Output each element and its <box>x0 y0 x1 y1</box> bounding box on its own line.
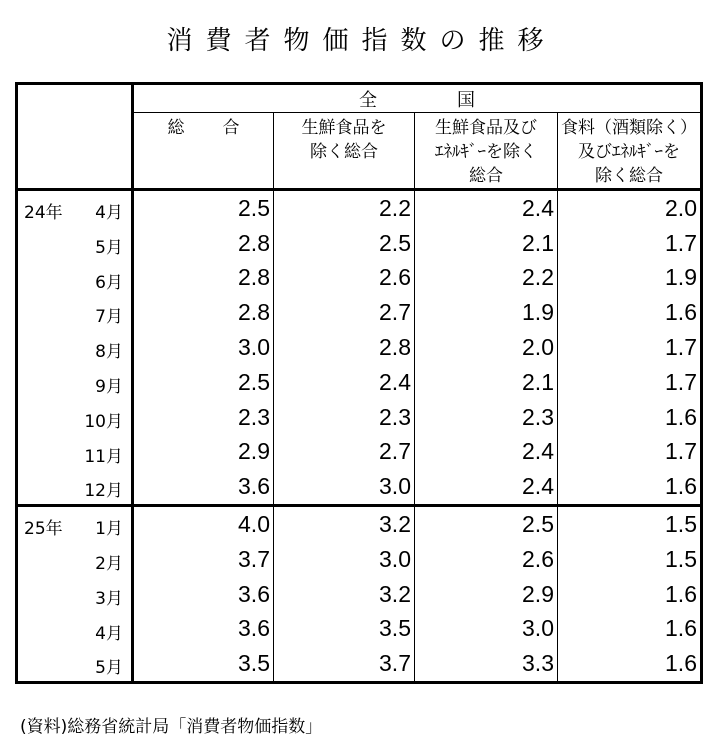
value-cell: 3.5 <box>274 612 415 647</box>
value-cell: 4.0 <box>238 511 270 538</box>
value-cell: 3.0 <box>274 469 415 505</box>
value-cell: 2.2 <box>415 261 558 296</box>
value-cell: 1.6 <box>558 295 702 330</box>
value-cell: 2.8 <box>274 330 415 365</box>
value-cell: 2.7 <box>274 435 415 470</box>
value-cell: 3.2 <box>274 506 415 542</box>
source-note: (資料)総務省統計局「消費者物価指数」 <box>20 717 323 737</box>
column-header-sogo <box>133 113 274 190</box>
corner-cell <box>17 84 133 190</box>
value-cell: 2.8 <box>238 229 270 256</box>
value-cell: 2.4 <box>415 190 558 226</box>
group-header-zenkoku <box>133 84 702 113</box>
column-header-core-core <box>415 113 558 190</box>
table-row <box>17 190 702 226</box>
row-month: 2月 <box>95 553 123 574</box>
value-cell: 1.5 <box>558 542 702 577</box>
value-cell: 2.4 <box>415 469 558 505</box>
value-cell: 2.6 <box>274 261 415 296</box>
table-row <box>17 646 702 682</box>
row-label <box>17 469 133 505</box>
value-cell: 3.5 <box>133 646 274 682</box>
value-cell: 1.6 <box>558 612 702 647</box>
row-month: 3月 <box>95 588 123 609</box>
value-cell: 2.4 <box>274 365 415 400</box>
value-cell: 3.0 <box>238 334 270 361</box>
value-cell: 2.5 <box>274 226 415 261</box>
row-label <box>17 365 133 400</box>
row-month: 11月 <box>84 446 123 467</box>
row-label <box>17 542 133 577</box>
row-month: 7月 <box>95 307 123 328</box>
value-cell: 3.6 <box>133 469 274 505</box>
row-month: 5月 <box>95 237 123 258</box>
column-header-line: 生鮮食品を <box>301 118 387 138</box>
table-row <box>17 330 702 365</box>
column-header-line: 及びｴﾈﾙｷﾞｰを <box>578 142 680 162</box>
row-month: 10月 <box>84 411 123 432</box>
value-cell: 3.0 <box>415 612 558 647</box>
value-cell: 2.8 <box>238 299 270 326</box>
column-header-line: 総 <box>167 118 185 138</box>
row-month: 4月 <box>95 203 123 223</box>
row-label <box>17 400 133 435</box>
value-cell: 1.6 <box>558 469 702 505</box>
value-cell: 2.2 <box>274 190 415 226</box>
row-label <box>17 261 133 296</box>
value-cell: 3.7 <box>238 545 270 572</box>
value-cell: 1.7 <box>558 365 702 400</box>
value-cell: 2.3 <box>274 400 415 435</box>
column-header-line: 除く総合 <box>595 166 663 186</box>
value-cell: 2.5 <box>415 506 558 542</box>
value-cell: 1.9 <box>415 295 558 330</box>
table-row <box>17 612 702 647</box>
column-header-line: 生鮮食品及び <box>435 118 537 138</box>
value-cell: 2.8 <box>238 264 270 291</box>
row-label <box>17 295 133 330</box>
row-label <box>17 506 133 542</box>
group-header-part: 全 <box>359 89 377 111</box>
value-cell: 1.7 <box>558 330 702 365</box>
value-cell: 3.7 <box>274 646 415 682</box>
row-month: 8月 <box>95 342 123 363</box>
column-header-line: 食料（酒類除く） <box>561 118 697 138</box>
value-cell: 1.5 <box>558 506 702 542</box>
table-row <box>17 400 702 435</box>
table-row <box>17 542 702 577</box>
value-cell: 3.2 <box>274 577 415 612</box>
row-month: 12月 <box>84 481 123 502</box>
column-header-core <box>274 113 415 190</box>
value-cell: 1.6 <box>558 646 702 682</box>
cpi-table <box>15 82 703 684</box>
table-row <box>17 506 702 542</box>
row-month: 5月 <box>95 658 123 679</box>
column-header-line: ｴﾈﾙｷﾞｰを除く <box>435 142 537 162</box>
value-cell: 2.3 <box>415 400 558 435</box>
value-cell: 1.9 <box>558 261 702 296</box>
value-cell: 2.1 <box>415 365 558 400</box>
value-cell: 1.6 <box>558 400 702 435</box>
row-year: 25年 <box>24 519 63 540</box>
value-cell: 2.4 <box>415 435 558 470</box>
value-cell: 1.7 <box>558 226 702 261</box>
value-cell: 3.6 <box>238 615 270 642</box>
value-cell: 2.1 <box>415 226 558 261</box>
page-title: 消費者物価指数の推移 <box>166 26 557 56</box>
value-cell: 3.0 <box>274 542 415 577</box>
table-row <box>17 577 702 612</box>
value-cell: 2.3 <box>238 403 270 430</box>
table-row <box>17 435 702 470</box>
row-year: 24年 <box>24 203 63 223</box>
row-month: 4月 <box>95 623 123 644</box>
table-row <box>17 365 702 400</box>
row-month: 1月 <box>95 519 123 540</box>
group-header-part: 国 <box>457 89 475 111</box>
row-label <box>17 190 133 226</box>
table-row <box>17 261 702 296</box>
row-label <box>17 330 133 365</box>
row-label <box>17 646 133 682</box>
value-cell: 3.6 <box>238 580 270 607</box>
value-cell: 3.3 <box>415 646 558 682</box>
table-row <box>17 469 702 505</box>
row-label <box>17 435 133 470</box>
value-cell: 1.7 <box>558 435 702 470</box>
value-cell: 2.9 <box>415 577 558 612</box>
value-cell: 2.9 <box>238 438 270 465</box>
value-cell: 2.0 <box>558 190 702 226</box>
value-cell: 2.6 <box>415 542 558 577</box>
row-label <box>17 226 133 261</box>
column-header-line: 総合 <box>469 166 503 186</box>
value-cell: 2.0 <box>415 330 558 365</box>
column-header-line: 除く総合 <box>310 142 378 162</box>
value-cell: 1.6 <box>558 577 702 612</box>
value-cell: 2.5 <box>238 368 270 395</box>
table-row <box>17 226 702 261</box>
table-row <box>17 295 702 330</box>
column-header-line: 合 <box>222 118 240 138</box>
value-cell: 2.7 <box>274 295 415 330</box>
row-label <box>17 612 133 647</box>
value-cell: 2.5 <box>238 194 270 221</box>
row-month: 9月 <box>95 376 123 397</box>
column-header-us-style-core <box>558 113 702 190</box>
row-month: 6月 <box>95 272 123 293</box>
row-label <box>17 577 133 612</box>
